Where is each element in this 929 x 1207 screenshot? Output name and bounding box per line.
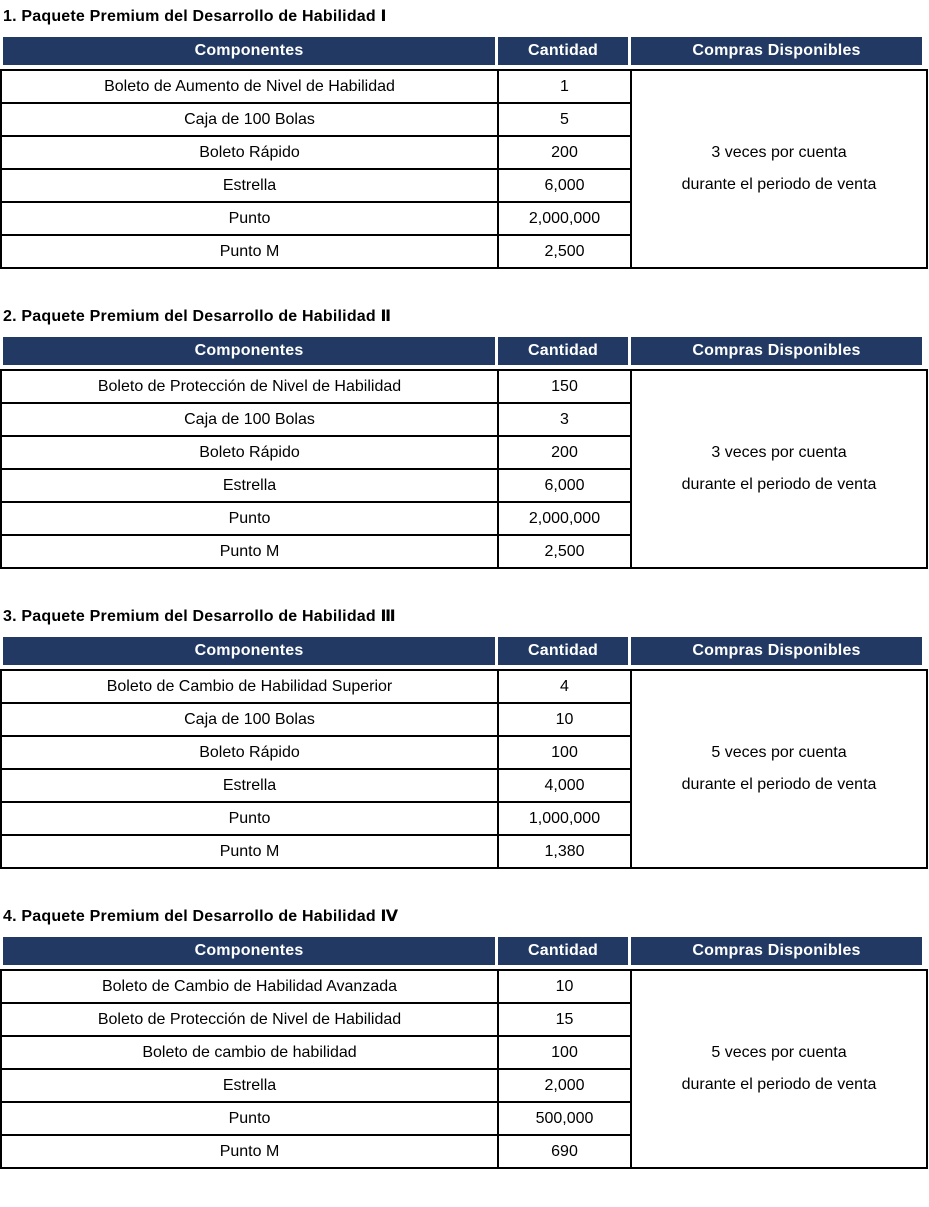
purchases-line-1: 5 veces por cuenta (711, 744, 847, 761)
column-header-cantidad: Cantidad (498, 637, 628, 665)
quantity-cell: 10 (498, 970, 631, 1003)
column-header-compras-disponibles: Compras Disponibles (631, 337, 922, 365)
package-section-2 (0, 307, 929, 569)
quantity-cell: 15 (498, 1003, 631, 1036)
component-cell: Estrella (1, 169, 498, 202)
quantity-cell: 5 (498, 103, 631, 136)
component-cell: Punto (1, 202, 498, 235)
quantity-cell: 200 (498, 136, 631, 169)
column-header-componentes: Componentes (3, 337, 495, 365)
component-cell: Punto M (1, 535, 498, 568)
components-table (0, 69, 928, 269)
quantity-cell: 2,000,000 (498, 202, 631, 235)
component-cell: Caja de 100 Bolas (1, 403, 498, 436)
purchases-line-1: 3 veces por cuenta (711, 144, 847, 161)
component-cell: Punto M (1, 835, 498, 868)
quantity-cell: 2,500 (498, 235, 631, 268)
component-cell: Boleto Rápido (1, 436, 498, 469)
table-row (1, 670, 927, 703)
purchases-line-2: durante el periodo de venta (681, 176, 877, 193)
component-cell: Boleto Rápido (1, 736, 498, 769)
component-cell: Boleto de Protección de Nivel de Habilidad (1, 1003, 498, 1036)
section-title: 1. Paquete Premium del Desarrollo de Habilidad Ⅰ (3, 8, 387, 25)
quantity-cell: 500,000 (498, 1102, 631, 1135)
purchases-line-2: durante el periodo de venta (681, 476, 877, 493)
component-cell: Estrella (1, 469, 498, 502)
table-header-row (0, 637, 925, 665)
column-header-componentes: Componentes (3, 37, 495, 65)
quantity-cell: 10 (498, 703, 631, 736)
quantity-cell: 4 (498, 670, 631, 703)
column-header-cantidad: Cantidad (498, 37, 628, 65)
column-header-compras-disponibles: Compras Disponibles (631, 37, 922, 65)
quantity-cell: 2,000,000 (498, 502, 631, 535)
purchases-cell (631, 670, 927, 868)
purchases-line-1: 3 veces por cuenta (711, 444, 847, 461)
section-title: 3. Paquete Premium del Desarrollo de Habilidad Ⅲ (3, 608, 396, 625)
component-cell: Estrella (1, 1069, 498, 1102)
component-cell: Boleto de Aumento de Nivel de Habilidad (1, 70, 498, 103)
quantity-cell: 200 (498, 436, 631, 469)
purchases-line-1: 5 veces por cuenta (711, 1044, 847, 1061)
component-cell: Punto (1, 802, 498, 835)
column-header-cantidad: Cantidad (498, 937, 628, 965)
quantity-cell: 100 (498, 736, 631, 769)
section-title: 2. Paquete Premium del Desarrollo de Habilidad Ⅱ (3, 308, 392, 325)
quantity-cell: 100 (498, 1036, 631, 1069)
components-table (0, 369, 928, 569)
component-cell: Caja de 100 Bolas (1, 703, 498, 736)
table-row (1, 70, 927, 103)
component-cell: Boleto de Cambio de Habilidad Avanzada (1, 970, 498, 1003)
purchases-cell (631, 370, 927, 568)
quantity-cell: 1 (498, 70, 631, 103)
quantity-cell: 6,000 (498, 169, 631, 202)
table-header-row (0, 937, 925, 965)
component-cell: Boleto Rápido (1, 136, 498, 169)
quantity-cell: 3 (498, 403, 631, 436)
quantity-cell: 2,000 (498, 1069, 631, 1102)
quantity-cell: 690 (498, 1135, 631, 1168)
column-header-cantidad: Cantidad (498, 337, 628, 365)
table-header-row (0, 337, 925, 365)
package-section-4 (0, 907, 929, 1169)
component-cell: Boleto de Cambio de Habilidad Superior (1, 670, 498, 703)
components-table (0, 669, 928, 869)
section-title: 4. Paquete Premium del Desarrollo de Habilidad Ⅳ (3, 908, 399, 925)
column-header-componentes: Componentes (3, 937, 495, 965)
component-cell: Punto (1, 1102, 498, 1135)
package-section-3 (0, 607, 929, 869)
component-cell: Punto M (1, 235, 498, 268)
component-cell: Boleto de cambio de habilidad (1, 1036, 498, 1069)
components-table (0, 969, 928, 1169)
quantity-cell: 4,000 (498, 769, 631, 802)
quantity-cell: 1,000,000 (498, 802, 631, 835)
table-row (1, 370, 927, 403)
package-section-1 (0, 7, 929, 269)
purchases-cell (631, 70, 927, 268)
component-cell: Caja de 100 Bolas (1, 103, 498, 136)
component-cell: Estrella (1, 769, 498, 802)
quantity-cell: 6,000 (498, 469, 631, 502)
quantity-cell: 150 (498, 370, 631, 403)
quantity-cell: 1,380 (498, 835, 631, 868)
column-header-compras-disponibles: Compras Disponibles (631, 637, 922, 665)
component-cell: Punto (1, 502, 498, 535)
component-cell: Boleto de Protección de Nivel de Habilidad (1, 370, 498, 403)
purchases-line-2: durante el periodo de venta (681, 776, 877, 793)
purchases-line-2: durante el periodo de venta (681, 1076, 877, 1093)
component-cell: Punto M (1, 1135, 498, 1168)
purchases-cell (631, 970, 927, 1168)
table-header-row (0, 37, 925, 65)
column-header-compras-disponibles: Compras Disponibles (631, 937, 922, 965)
quantity-cell: 2,500 (498, 535, 631, 568)
column-header-componentes: Componentes (3, 637, 495, 665)
table-row (1, 970, 927, 1003)
